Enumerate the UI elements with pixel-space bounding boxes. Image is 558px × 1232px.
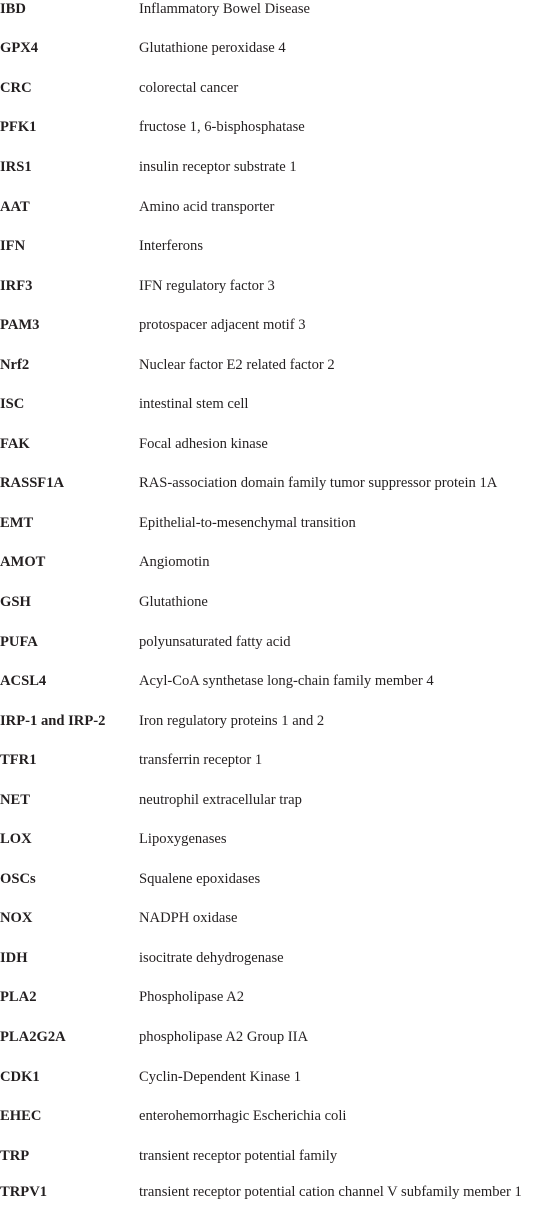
table-row [0, 582, 558, 622]
table-row [0, 305, 558, 345]
abbreviation-definition: Lipoxygenases [139, 831, 227, 848]
abbreviation-definition: Cyclin-Dependent Kinase 1 [139, 1068, 302, 1085]
table-row [0, 424, 558, 464]
abbreviation-term: CDK1 [0, 1068, 40, 1085]
abbreviation-definition: fructose 1, 6-bisphosphatase [139, 119, 305, 136]
abbreviation-definition: Epithelial-to-mesenchymal transition [139, 514, 356, 531]
table-row [0, 1057, 558, 1097]
abbreviation-term: ISC [0, 396, 25, 413]
table-row [0, 819, 558, 859]
abbreviation-definition: colorectal cancer [139, 79, 239, 96]
table-row [0, 899, 558, 939]
abbreviation-definition: Glutathione [139, 593, 208, 610]
abbreviation-term: IFN [0, 238, 26, 255]
abbreviation-term: TRP [0, 1147, 30, 1164]
abbreviation-term: GSH [0, 593, 31, 610]
table-row [0, 384, 558, 424]
abbreviation-definition: IFN regulatory factor 3 [139, 277, 275, 294]
abbreviation-definition: NADPH oxidase [139, 910, 238, 927]
abbreviation-definition: Iron regulatory proteins 1 and 2 [139, 712, 325, 729]
abbreviation-term: PUFA [0, 633, 38, 650]
abbreviation-term: LOX [0, 831, 32, 848]
abbreviation-term: TRPV1 [0, 1184, 48, 1201]
table-row [0, 0, 558, 29]
abbreviation-definition: Angiomotin [139, 554, 210, 571]
table-row [0, 29, 558, 69]
abbreviation-term: FAK [0, 435, 30, 452]
abbreviation-term: PFK1 [0, 119, 37, 136]
abbreviation-term: PAM3 [0, 317, 40, 334]
table-row [0, 266, 558, 306]
abbreviation-definition: Interferons [139, 238, 204, 255]
abbreviation-term: EHEC [0, 1108, 42, 1125]
abbreviation-term: ACSL4 [0, 673, 47, 690]
abbreviation-term: IBD [0, 0, 26, 17]
abbreviation-term: AAT [0, 198, 30, 215]
abbreviation-term: EMT [0, 514, 34, 531]
abbreviation-term: CRC [0, 79, 32, 96]
table-row [0, 661, 558, 701]
abbreviation-term: AMOT [0, 554, 46, 571]
table-row [0, 622, 558, 662]
abbreviation-definition: transient receptor potential cation channel V subfamily member 1 [139, 1184, 522, 1201]
abbreviation-definition: Inflammatory Bowel Disease [139, 0, 311, 17]
abbreviation-definition: Phospholipase A2 [139, 989, 244, 1006]
table-row [0, 503, 558, 543]
abbreviation-term: OSCs [0, 870, 36, 887]
table-row [0, 780, 558, 820]
abbreviation-definition: protospacer adjacent motif 3 [139, 317, 306, 334]
table-row [0, 1175, 558, 1232]
table-row [0, 147, 558, 187]
abbreviation-term: GPX4 [0, 40, 39, 57]
table-row [0, 938, 558, 978]
abbreviation-definition: Glutathione peroxidase 4 [139, 40, 286, 57]
abbreviation-definition: Nuclear factor E2 related factor 2 [139, 356, 335, 373]
table-row [0, 1136, 558, 1176]
abbreviation-term: NOX [0, 910, 33, 927]
abbreviation-definition: insulin receptor substrate 1 [139, 158, 297, 175]
table-row [0, 68, 558, 108]
table-row [0, 859, 558, 899]
abbreviation-definition: intestinal stem cell [139, 396, 249, 413]
abbreviation-definition: Focal adhesion kinase [139, 435, 268, 452]
table-row [0, 108, 558, 148]
abbreviation-definition: neutrophil extracellular trap [139, 791, 302, 808]
abbreviation-term: PLA2 [0, 989, 37, 1006]
abbreviation-definition: phospholipase A2 Group IIA [139, 1028, 309, 1045]
table-row [0, 464, 558, 504]
table-row [0, 701, 558, 741]
abbreviation-definition: transferrin receptor 1 [139, 752, 263, 769]
abbreviation-definition: enterohemorrhagic Escherichia coli [139, 1108, 347, 1125]
abbreviation-definition: Acyl-CoA synthetase long-chain family member 4 [139, 673, 434, 690]
table-row [0, 187, 558, 227]
table-row [0, 740, 558, 780]
abbreviation-term: NET [0, 791, 31, 808]
abbreviation-term: IRF3 [0, 277, 33, 294]
abbreviation-term: RASSF1A [0, 475, 65, 492]
abbreviation-term: IDH [0, 949, 28, 966]
abbreviation-term: TFR1 [0, 752, 37, 769]
table-row [0, 345, 558, 385]
abbreviation-term: PLA2G2A [0, 1028, 66, 1045]
abbreviation-definition: isocitrate dehydrogenase [139, 949, 284, 966]
table-row [0, 1017, 558, 1057]
abbreviation-definition: RAS-association domain family tumor suppressor protein 1A [139, 475, 498, 492]
abbreviation-definition: transient receptor potential family [139, 1147, 338, 1164]
abbreviation-definition: Amino acid transporter [139, 198, 275, 215]
abbreviation-term: IRS1 [0, 158, 32, 175]
abbreviation-definition: Squalene epoxidases [139, 870, 261, 887]
table-row [0, 226, 558, 266]
table-row [0, 543, 558, 583]
table-row [0, 1096, 558, 1136]
abbreviation-definition: polyunsaturated fatty acid [139, 633, 291, 650]
abbreviation-term: IRP-1 and IRP-2 [0, 712, 106, 729]
abbreviation-term: Nrf2 [0, 356, 30, 373]
table-row [0, 978, 558, 1018]
